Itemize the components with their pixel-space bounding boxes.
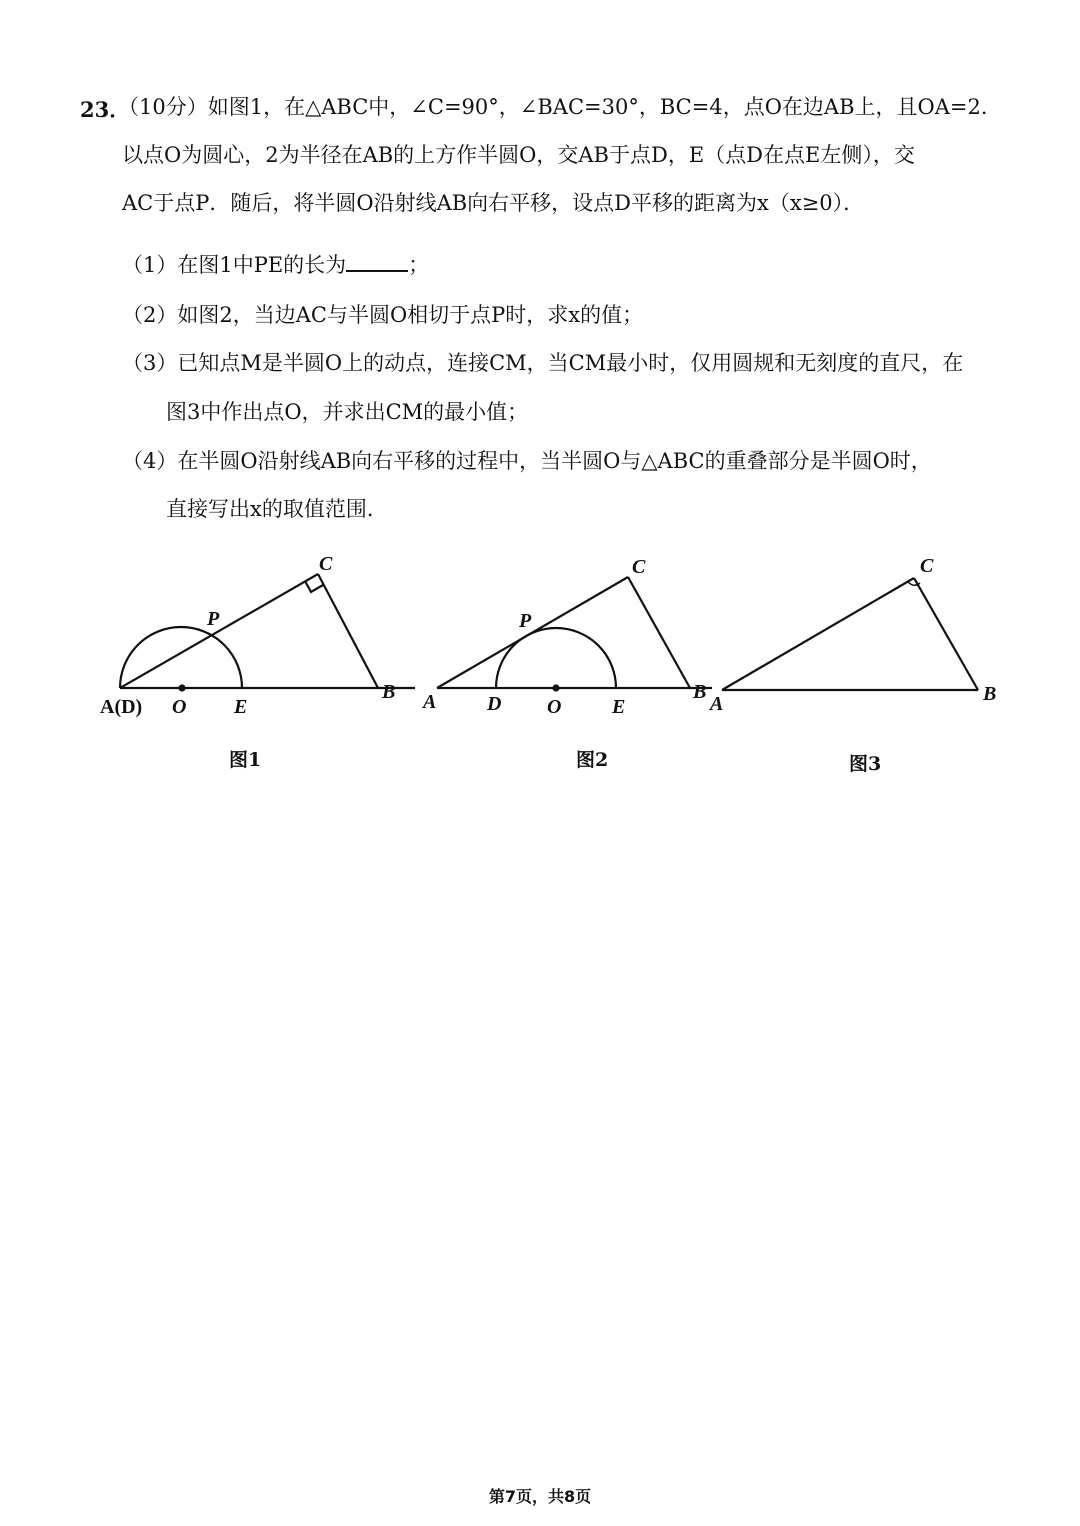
- fig2-caption: 图2: [576, 749, 609, 771]
- fig3-label-b: B: [983, 683, 997, 705]
- part-3-cont: 图3中作出点O，并求出CM的最小值；: [166, 400, 529, 424]
- fig1-label-c: C: [319, 553, 333, 575]
- figure-1: [120, 574, 415, 691]
- fig1-caption: 图1: [229, 749, 262, 771]
- question-line-1: （10分）如图1，在△ABC中，∠C=90°，∠BAC=30°，BC=4，点O在边AB上，且OA=2．: [118, 95, 1002, 119]
- fig2-label-c: C: [632, 556, 646, 578]
- part-4: （4）在半圆O沿射线AB向右平移的过程中，当半圆O与△ABC的重叠部分是半圆O时，: [122, 449, 932, 473]
- fig1-label-p: P: [207, 608, 220, 630]
- fig1-label-o: O: [172, 696, 187, 718]
- fig3-angle-mark: [908, 582, 920, 585]
- fig1-semicircle: [120, 627, 242, 688]
- part-1: [122, 250, 429, 280]
- fig1-label-b: B: [382, 681, 396, 703]
- fig1-line-ac: [120, 574, 318, 688]
- fig2-semicircle: [496, 628, 616, 688]
- fig2-line-cb: [628, 577, 690, 688]
- fig1-right-angle: [305, 581, 323, 592]
- fig3-caption: 图3: [849, 753, 882, 775]
- fig3-line-ac: [722, 578, 914, 690]
- fig1-label-a: A(D): [100, 696, 143, 718]
- fig2-label-o: O: [547, 696, 562, 718]
- fig1-center-dot: [180, 686, 185, 691]
- part-1-text: （1）在图1中PE的长为: [122, 253, 347, 277]
- page-footer: 第7页，共8页: [488, 1487, 592, 1506]
- figure-3: [722, 578, 978, 690]
- part-1-end: ；: [408, 253, 430, 277]
- fig2-label-b: B: [693, 681, 707, 703]
- figure-2: [437, 577, 712, 691]
- fig3-label-a: A: [710, 693, 724, 715]
- part-2: （2）如图2，当边AC与半圆O相切于点P时，求x的值；: [122, 303, 644, 327]
- fig3-label-c: C: [920, 555, 934, 577]
- fig1-line-cb: [318, 574, 378, 688]
- fig2-label-e: E: [612, 696, 626, 718]
- part-4-cont: 直接写出x的取值范围．: [166, 497, 388, 521]
- fig2-center-dot: [554, 686, 559, 691]
- answer-blank: [346, 250, 408, 272]
- fig3-line-cb: [914, 578, 978, 690]
- fig2-label-p: P: [519, 610, 532, 632]
- question-line-2: 以点O为圆心，2为半径在AB的上方作半圆O，交AB于点D，E（点D在点E左侧），交: [122, 143, 915, 167]
- fig2-label-d: D: [487, 693, 502, 715]
- fig2-label-a: A: [423, 691, 437, 713]
- figures-diagram: [0, 540, 1080, 730]
- question-number: 23．: [80, 97, 131, 122]
- question-line-3: AC于点P．随后，将半圆O沿射线AB向右平移，设点D平移的距离为x（x≥0）．: [122, 191, 865, 215]
- part-3: （3）已知点M是半圆O上的动点，连接CM，当CM最小时，仅用圆规和无刻度的直尺，在: [122, 351, 964, 375]
- fig1-label-e: E: [234, 696, 248, 718]
